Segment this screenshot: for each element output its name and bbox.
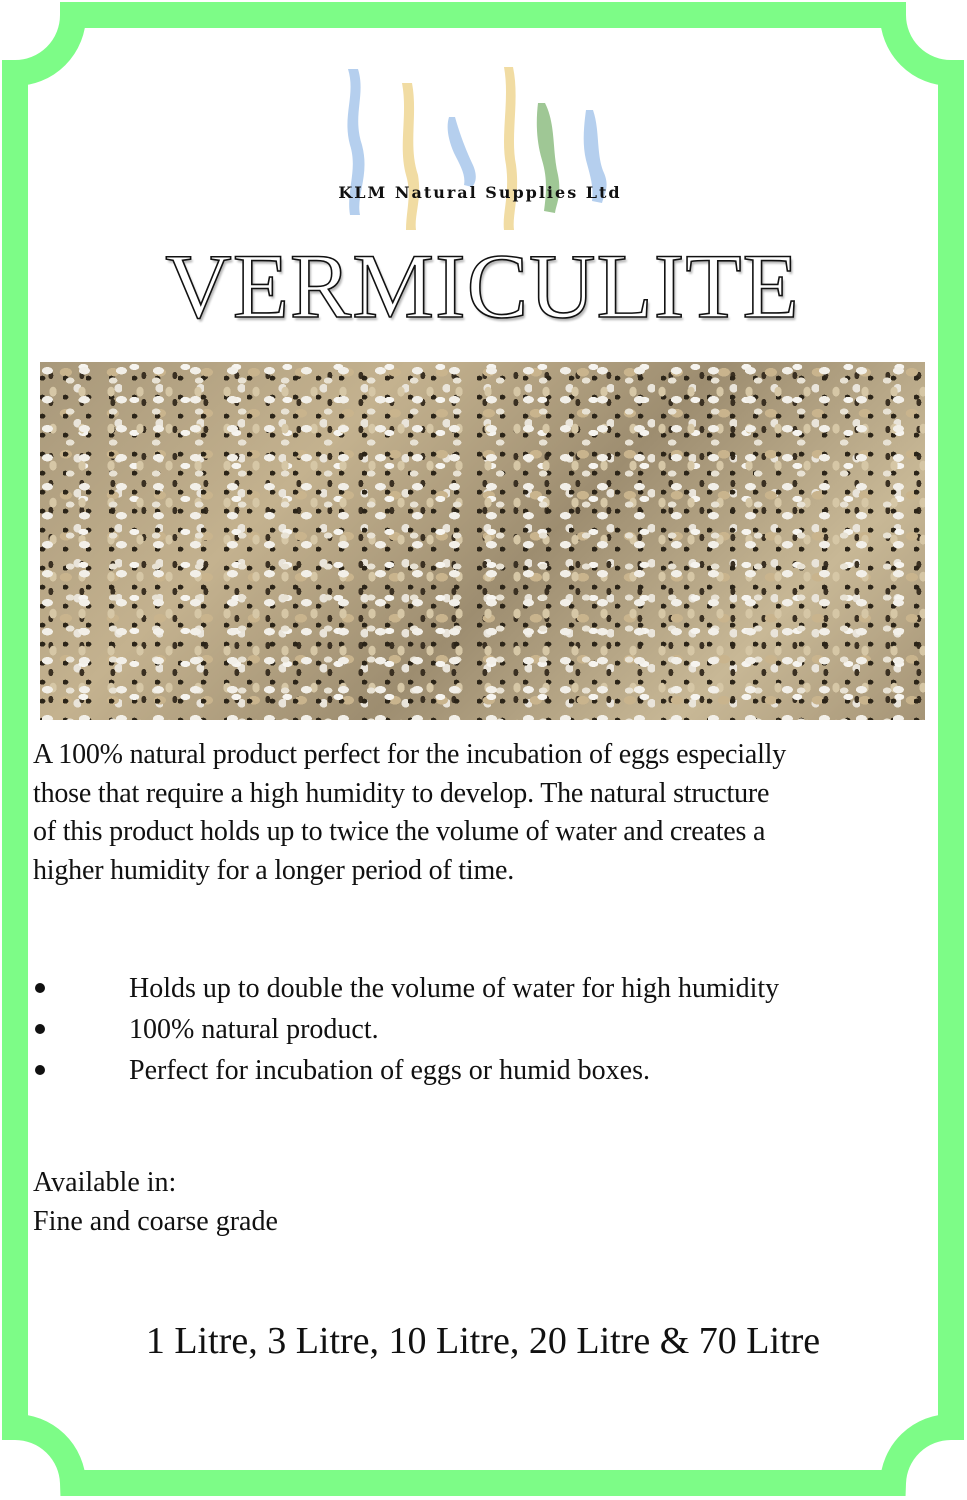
- description-line: A 100% natural product perfect for the incubation of eggs especially: [33, 739, 787, 770]
- availability-grades: Fine and coarse grade: [33, 1205, 278, 1237]
- availability-label: Available in:: [33, 1167, 177, 1198]
- bullet-icon: [35, 983, 45, 993]
- company-logo: [300, 55, 660, 230]
- description-line: of this product holds up to twice the volume of water and creates a: [33, 816, 766, 847]
- feature-item: [33, 1050, 913, 1091]
- feature-text: Holds up to double the volume of water for high humidity: [129, 973, 780, 1004]
- feature-item: [33, 1009, 913, 1050]
- vermiculite-photo: [40, 362, 925, 720]
- product-title: VERMICULITE: [165, 235, 800, 337]
- feature-text: 100% natural product.: [129, 1014, 379, 1045]
- description-line: higher humidity for a longer period of time.: [33, 854, 515, 886]
- description-line: those that require a high humidity to develop. The natural structure: [33, 777, 770, 809]
- available-sizes: 1 Litre, 3 Litre, 10 Litre, 20 Litre & 70 Litre: [145, 1320, 821, 1362]
- feature-item: [33, 968, 913, 1009]
- availability-section: [33, 1164, 633, 1241]
- bullet-icon: [35, 1065, 45, 1075]
- company-name: KLM Natural Supplies Ltd: [338, 183, 622, 202]
- brush-stroke-logo-icon: [300, 55, 660, 230]
- bullet-icon: [35, 1024, 45, 1034]
- feature-text: Perfect for incubation of eggs or humid boxes.: [129, 1055, 650, 1086]
- product-description: [33, 736, 933, 890]
- feature-list: [33, 968, 913, 1091]
